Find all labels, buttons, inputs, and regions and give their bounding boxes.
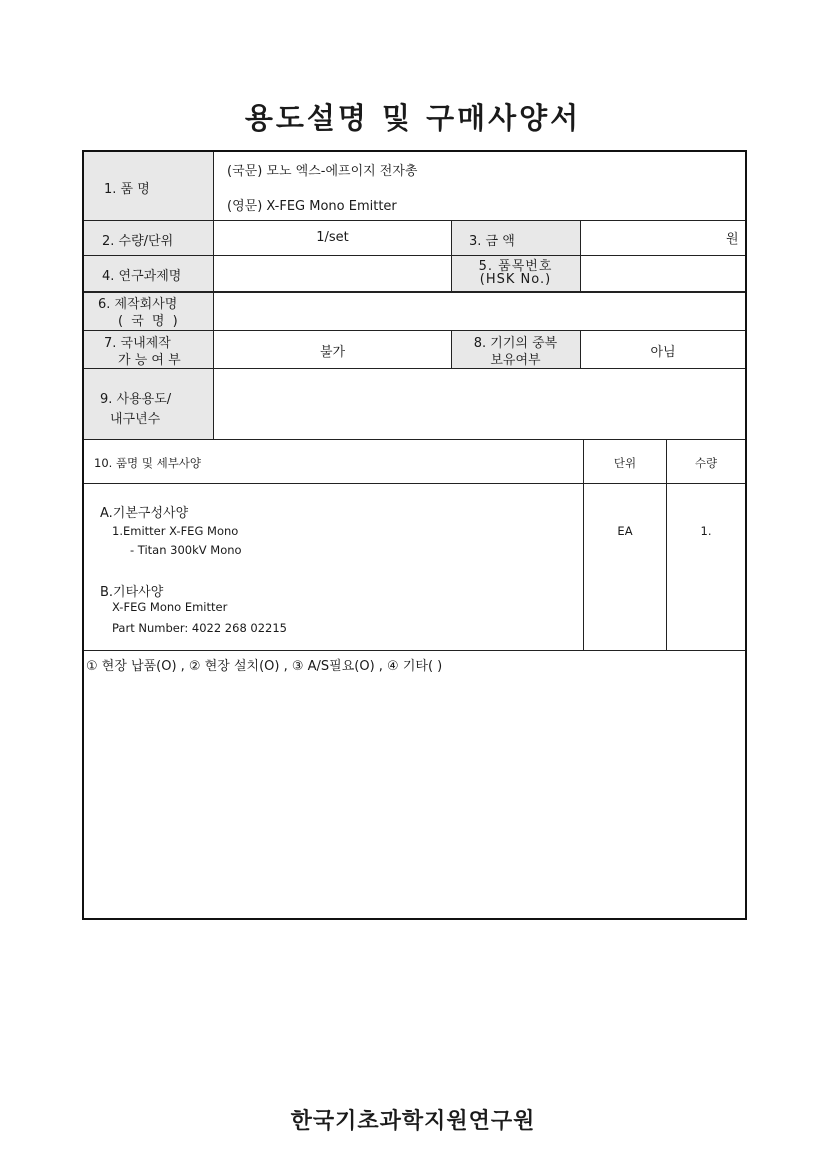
amount-label: 3. 금 액 — [469, 234, 515, 249]
row-divider — [84, 483, 745, 484]
qty-column-header: 수량 — [694, 456, 718, 470]
other-spec-2: Part Number: 4022 268 02215 — [112, 621, 287, 635]
item-name-label: 1. 품 명 — [104, 182, 150, 197]
item-name-korean: (국문) 모노 엑스-에프이지 전자총 — [227, 164, 418, 179]
row-divider — [84, 650, 745, 651]
usage-label-line-2: 내구년수 — [110, 412, 161, 427]
row-divider — [84, 291, 745, 293]
hsk-label-line-1: 5. 품목번호 — [478, 259, 553, 274]
maker-label-line-2: ( 국 명 ) — [118, 314, 180, 329]
usage-label-line-1: 9. 사용용도/ — [100, 392, 172, 407]
duplicate-value: 아님 — [650, 345, 676, 360]
project-label: 4. 연구과제명 — [102, 269, 182, 284]
delivery-options: ① 현장 납품(O) , ② 현장 설치(O) , ③ A/S필요(O) , ④ 기타( ) — [86, 659, 443, 674]
maker-label-line-1: 6. 제작회사명 — [98, 297, 178, 312]
domestic-label-line-2: 가 능 여 부 — [118, 353, 181, 368]
spec-form — [82, 150, 747, 920]
spec-item-1: 1.Emitter X-FEG Mono — [112, 524, 239, 538]
spec-item-1-sub: - Titan 300kV Mono — [130, 543, 242, 557]
item-name-english: (영문) X-FEG Mono Emitter — [227, 199, 397, 214]
qty-unit-label: 2. 수량/단위 — [102, 234, 174, 249]
hsk-label-line-2: (HSK No.) — [479, 272, 552, 287]
row-divider — [84, 368, 745, 369]
row-divider — [84, 439, 745, 440]
unit-column-header: 단위 — [613, 456, 637, 470]
row-divider — [84, 330, 745, 331]
section-a-heading: A.기본구성사양 — [100, 506, 189, 521]
document-title: 용도설명 및 구매사양서 — [244, 101, 582, 135]
spec-header-label: 10. 품명 및 세부사양 — [94, 456, 202, 470]
row-divider — [84, 220, 745, 221]
row-divider — [84, 255, 745, 256]
duplicate-label-line-2: 보유여부 — [490, 353, 541, 368]
domestic-value: 불가 — [319, 345, 346, 360]
qty-unit-value: 1/set — [316, 230, 349, 245]
amount-value: 원 — [726, 232, 739, 247]
duplicate-label-line-1: 8. 기기의 중복 — [473, 336, 558, 351]
domestic-label-line-1: 7. 국내제작 — [104, 336, 171, 351]
column-divider — [580, 220, 581, 292]
section-b-heading: B.기타사양 — [100, 585, 164, 600]
column-divider — [213, 152, 214, 439]
institution-name: 한국기초과학지원연구원 — [290, 1109, 536, 1134]
unit-value: EA — [617, 524, 633, 538]
qty-value: 1. — [700, 524, 712, 538]
other-spec-1: X-FEG Mono Emitter — [112, 600, 228, 614]
